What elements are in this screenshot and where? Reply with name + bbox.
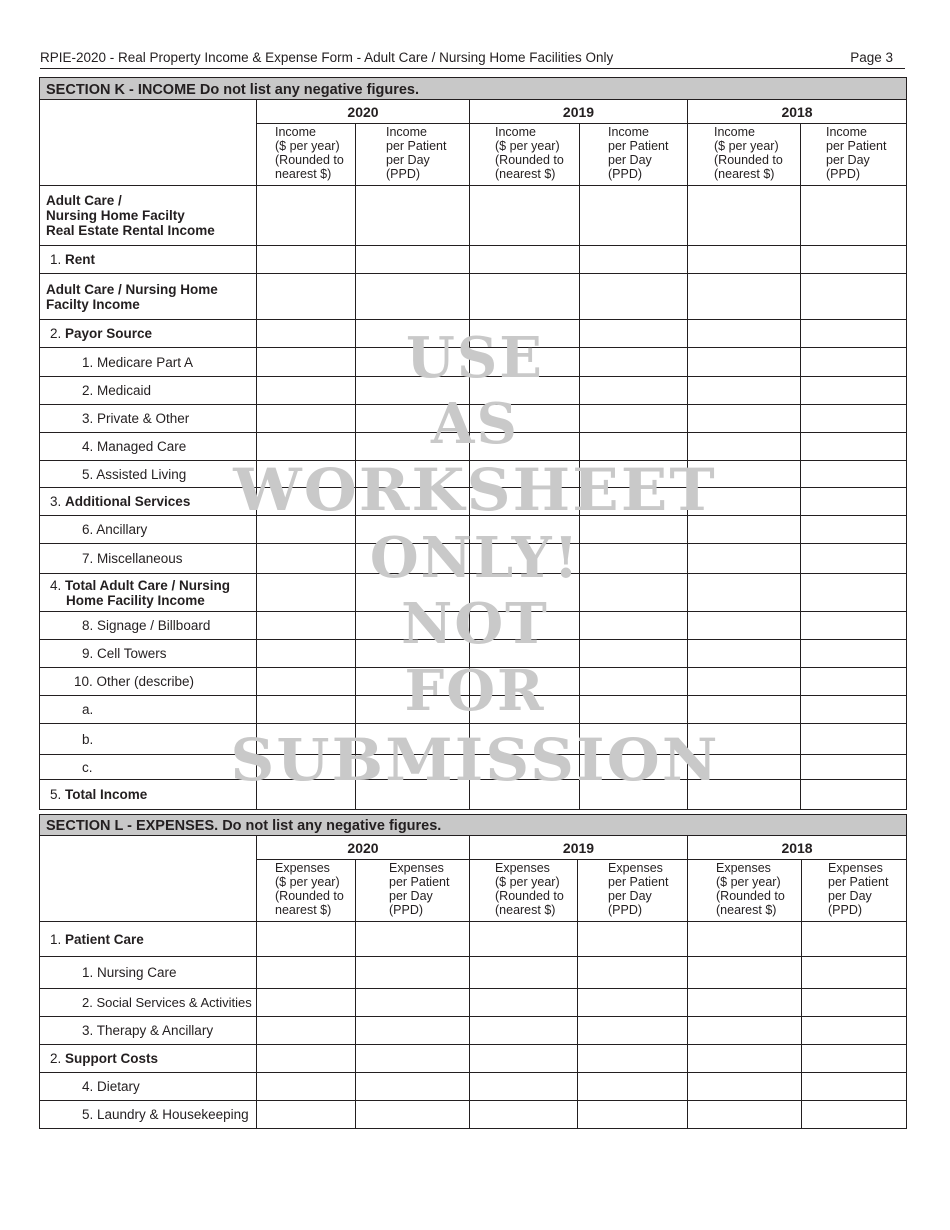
amount-input-cell[interactable] xyxy=(257,1101,356,1129)
amount-input-cell[interactable] xyxy=(580,516,688,544)
income-rows xyxy=(40,186,907,810)
amount-input-cell[interactable] xyxy=(688,516,801,544)
row-label-dietary: 4. Dietary xyxy=(40,1073,257,1101)
amount-input-cell[interactable] xyxy=(356,957,470,989)
amount-input-cell[interactable] xyxy=(257,274,356,320)
amount-input-cell[interactable] xyxy=(580,755,688,780)
row-label-total-facility-income: 4. Total Adult Care / Nursing Home Facility Income xyxy=(40,574,257,612)
amount-input-cell[interactable] xyxy=(801,516,907,544)
amount-input-cell[interactable] xyxy=(801,696,907,724)
table-row xyxy=(40,989,907,1017)
row-label-payor-source: 2. Payor Source xyxy=(40,320,257,348)
row-label-private-other: 3. Private & Other xyxy=(40,405,257,433)
row-label-nursing-care: 1. Nursing Care xyxy=(40,957,257,989)
table-row xyxy=(40,516,907,544)
page-number: Page 3 xyxy=(850,50,893,65)
amount-input-cell[interactable] xyxy=(801,433,907,461)
amount-input-cell[interactable] xyxy=(470,612,580,640)
amount-input-cell[interactable] xyxy=(257,1017,356,1045)
income-table xyxy=(39,77,907,810)
form-title: RPIE-2020 - Real Property Income & Expense Form - Adult Care / Nursing Home Facilities Only xyxy=(40,50,614,65)
table-row xyxy=(40,1017,907,1045)
expenses-col-header: Expenses per Patient per Day (PPD) xyxy=(356,860,470,922)
amount-input-cell[interactable] xyxy=(802,1017,907,1045)
amount-input-cell[interactable] xyxy=(688,780,801,810)
income-col-header: Income ($ per year) (Rounded to (nearest $) xyxy=(688,124,801,186)
amount-input-cell[interactable] xyxy=(801,640,907,668)
amount-input-cell[interactable] xyxy=(580,405,688,433)
amount-input-cell[interactable] xyxy=(356,1045,470,1073)
amount-input-cell[interactable] xyxy=(688,1101,802,1129)
table-row xyxy=(40,640,907,668)
amount-input-cell[interactable] xyxy=(470,957,578,989)
watermark-line: NOT xyxy=(401,591,549,657)
table-row xyxy=(40,1073,907,1101)
income-col-header: Income ($ per year) (Rounded to nearest $) xyxy=(257,124,356,186)
amount-input-cell[interactable] xyxy=(801,574,907,612)
amount-input-cell[interactable] xyxy=(580,377,688,405)
expenses-header-blank xyxy=(40,836,257,922)
amount-input-cell[interactable] xyxy=(356,433,470,461)
watermark-line: ONLY! xyxy=(369,525,581,591)
amount-input-cell[interactable] xyxy=(257,461,356,488)
amount-input-cell[interactable] xyxy=(688,246,801,274)
amount-input-cell[interactable] xyxy=(580,574,688,612)
amount-input-cell[interactable] xyxy=(257,922,356,957)
amount-input-cell[interactable] xyxy=(801,544,907,574)
amount-input-cell[interactable] xyxy=(257,433,356,461)
amount-input-cell[interactable] xyxy=(688,433,801,461)
amount-input-cell[interactable] xyxy=(356,246,470,274)
amount-input-cell[interactable] xyxy=(688,377,801,405)
amount-input-cell[interactable] xyxy=(688,696,801,724)
table-row xyxy=(40,348,907,377)
amount-input-cell[interactable] xyxy=(257,1045,356,1073)
amount-input-cell[interactable] xyxy=(470,488,580,516)
amount-input-cell[interactable] xyxy=(470,1101,578,1129)
amount-input-cell[interactable] xyxy=(356,780,470,810)
amount-input-cell[interactable] xyxy=(688,186,801,246)
row-label-assisted-living: 5. Assisted Living xyxy=(40,461,257,488)
table-row xyxy=(40,405,907,433)
rental-income-heading: Adult Care / Nursing Home Facilty Real Estate Rental Income xyxy=(40,186,257,246)
table-row xyxy=(40,696,907,724)
amount-input-cell[interactable] xyxy=(802,922,907,957)
amount-input-cell[interactable] xyxy=(801,488,907,516)
expenses-year-2020: 2020 xyxy=(257,836,470,860)
expenses-col-header: Expenses ($ per year) (Rounded to (nearest $) xyxy=(470,860,578,922)
table-row xyxy=(40,922,907,957)
amount-input-cell[interactable] xyxy=(356,377,470,405)
amount-input-cell[interactable] xyxy=(356,516,470,544)
row-label-managed-care: 4. Managed Care xyxy=(40,433,257,461)
amount-input-cell[interactable] xyxy=(356,488,470,516)
row-label-other-a: a. xyxy=(40,696,257,724)
amount-input-cell[interactable] xyxy=(257,957,356,989)
amount-input-cell[interactable] xyxy=(801,246,907,274)
amount-input-cell[interactable] xyxy=(688,348,801,377)
amount-input-cell[interactable] xyxy=(801,405,907,433)
amount-input-cell[interactable] xyxy=(257,246,356,274)
expenses-section-title: SECTION L - EXPENSES. Do not list any negative figures. xyxy=(40,815,907,836)
row-label-therapy-ancillary: 3. Therapy & Ancillary xyxy=(40,1017,257,1045)
expenses-rows xyxy=(40,922,907,1129)
watermark-line: USE xyxy=(406,325,544,391)
amount-input-cell[interactable] xyxy=(802,1045,907,1073)
amount-input-cell[interactable] xyxy=(801,668,907,696)
amount-input-cell[interactable] xyxy=(470,186,580,246)
table-row xyxy=(40,755,907,780)
amount-input-cell[interactable] xyxy=(356,574,470,612)
amount-input-cell[interactable] xyxy=(801,612,907,640)
amount-input-cell[interactable] xyxy=(580,348,688,377)
table-row xyxy=(40,461,907,488)
amount-input-cell[interactable] xyxy=(356,696,470,724)
amount-input-cell[interactable] xyxy=(356,405,470,433)
amount-input-cell[interactable] xyxy=(802,989,907,1017)
row-label-social-services: 2. Social Services & Activities xyxy=(40,989,257,1017)
amount-input-cell[interactable] xyxy=(688,574,801,612)
row-label-other-c: c. xyxy=(40,755,257,780)
table-row xyxy=(40,668,907,696)
amount-input-cell[interactable] xyxy=(580,668,688,696)
row-label-ancillary: 6. Ancillary xyxy=(40,516,257,544)
amount-input-cell[interactable] xyxy=(470,724,580,755)
amount-input-cell[interactable] xyxy=(257,780,356,810)
row-label-support-costs: 2. Support Costs xyxy=(40,1045,257,1073)
amount-input-cell[interactable] xyxy=(356,640,470,668)
amount-input-cell[interactable] xyxy=(470,544,580,574)
amount-input-cell[interactable] xyxy=(356,1073,470,1101)
table-row xyxy=(40,377,907,405)
amount-input-cell[interactable] xyxy=(688,724,801,755)
table-row xyxy=(40,186,907,246)
amount-input-cell[interactable] xyxy=(578,957,688,989)
amount-input-cell[interactable] xyxy=(470,1073,578,1101)
amount-input-cell[interactable] xyxy=(688,488,801,516)
amount-input-cell[interactable] xyxy=(580,246,688,274)
amount-input-cell[interactable] xyxy=(688,640,801,668)
expenses-year-2019: 2019 xyxy=(470,836,688,860)
amount-input-cell[interactable] xyxy=(580,612,688,640)
income-year-2020: 2020 xyxy=(257,100,470,124)
amount-input-cell[interactable] xyxy=(356,1017,470,1045)
amount-input-cell[interactable] xyxy=(356,755,470,780)
amount-input-cell[interactable] xyxy=(356,612,470,640)
amount-input-cell[interactable] xyxy=(356,186,470,246)
amount-input-cell[interactable] xyxy=(470,989,578,1017)
amount-input-cell[interactable] xyxy=(688,957,802,989)
amount-input-cell[interactable] xyxy=(580,461,688,488)
amount-input-cell[interactable] xyxy=(470,696,580,724)
amount-input-cell[interactable] xyxy=(801,724,907,755)
amount-input-cell[interactable] xyxy=(470,433,580,461)
amount-input-cell[interactable] xyxy=(257,1073,356,1101)
amount-input-cell[interactable] xyxy=(580,186,688,246)
amount-input-cell[interactable] xyxy=(470,574,580,612)
table-row xyxy=(40,780,907,810)
page-header xyxy=(40,50,905,69)
expenses-table xyxy=(39,814,907,1129)
expenses-col-header: Expenses ($ per year) (Rounded to (nearest $) xyxy=(688,860,802,922)
table-row xyxy=(40,1101,907,1129)
table-row xyxy=(40,274,907,320)
table-row xyxy=(40,1045,907,1073)
amount-input-cell[interactable] xyxy=(470,922,578,957)
row-label-other-describe: 10. Other (describe) xyxy=(40,668,257,696)
table-row xyxy=(40,488,907,516)
amount-input-cell[interactable] xyxy=(688,1017,802,1045)
amount-input-cell[interactable] xyxy=(801,461,907,488)
row-label-laundry-housekeeping: 5. Laundry & Housekeeping xyxy=(40,1101,257,1129)
amount-input-cell[interactable] xyxy=(688,668,801,696)
amount-input-cell[interactable] xyxy=(257,724,356,755)
amount-input-cell[interactable] xyxy=(356,724,470,755)
amount-input-cell[interactable] xyxy=(578,1073,688,1101)
amount-input-cell[interactable] xyxy=(257,640,356,668)
amount-input-cell[interactable] xyxy=(801,377,907,405)
table-row xyxy=(40,246,907,274)
row-label-medicare: 1. Medicare Part A xyxy=(40,348,257,377)
income-col-header: Income per Patient per Day (PPD) xyxy=(356,124,470,186)
amount-input-cell[interactable] xyxy=(470,516,580,544)
amount-input-cell[interactable] xyxy=(257,516,356,544)
amount-input-cell[interactable] xyxy=(580,488,688,516)
amount-input-cell[interactable] xyxy=(470,780,580,810)
row-label-signage: 8. Signage / Billboard xyxy=(40,612,257,640)
amount-input-cell[interactable] xyxy=(470,461,580,488)
amount-input-cell[interactable] xyxy=(257,377,356,405)
amount-input-cell[interactable] xyxy=(257,755,356,780)
amount-input-cell[interactable] xyxy=(578,922,688,957)
amount-input-cell[interactable] xyxy=(356,668,470,696)
amount-input-cell[interactable] xyxy=(802,1073,907,1101)
facility-income-heading: Adult Care / Nursing Home Facilty Income xyxy=(40,274,257,320)
amount-input-cell[interactable] xyxy=(580,696,688,724)
row-label-patient-care: 1. Patient Care xyxy=(40,922,257,957)
row-label-total-income: 5. Total Income xyxy=(40,780,257,810)
amount-input-cell[interactable] xyxy=(356,320,470,348)
income-year-2019: 2019 xyxy=(470,100,688,124)
amount-input-cell[interactable] xyxy=(470,377,580,405)
amount-input-cell[interactable] xyxy=(688,989,802,1017)
amount-input-cell[interactable] xyxy=(257,574,356,612)
amount-input-cell[interactable] xyxy=(257,989,356,1017)
amount-input-cell[interactable] xyxy=(257,612,356,640)
watermark-line: FOR xyxy=(404,658,546,724)
amount-input-cell[interactable] xyxy=(470,274,580,320)
amount-input-cell[interactable] xyxy=(356,461,470,488)
amount-input-cell[interactable] xyxy=(801,274,907,320)
income-col-header: Income per Patient per Day (PPD) xyxy=(801,124,907,186)
amount-input-cell[interactable] xyxy=(801,186,907,246)
amount-input-cell[interactable] xyxy=(801,780,907,810)
row-label-rent: 1. Rent xyxy=(40,246,257,274)
amount-input-cell[interactable] xyxy=(356,348,470,377)
table-row xyxy=(40,574,907,612)
table-row xyxy=(40,724,907,755)
expenses-col-header: Expenses ($ per year) (Rounded to nearest $) xyxy=(257,860,356,922)
amount-input-cell[interactable] xyxy=(688,1045,802,1073)
amount-input-cell[interactable] xyxy=(356,922,470,957)
amount-input-cell[interactable] xyxy=(356,544,470,574)
income-col-header: Income per Patient per Day (PPD) xyxy=(580,124,688,186)
row-label-other-b: b. xyxy=(40,724,257,755)
amount-input-cell[interactable] xyxy=(580,640,688,668)
amount-input-cell[interactable] xyxy=(257,696,356,724)
watermark-line: SUBMISSION xyxy=(230,726,720,794)
amount-input-cell[interactable] xyxy=(470,348,580,377)
expenses-col-header: Expenses per Patient per Day (PPD) xyxy=(802,860,907,922)
amount-input-cell[interactable] xyxy=(257,488,356,516)
amount-input-cell[interactable] xyxy=(257,186,356,246)
amount-input-cell[interactable] xyxy=(688,405,801,433)
amount-input-cell[interactable] xyxy=(580,274,688,320)
amount-input-cell[interactable] xyxy=(257,405,356,433)
amount-input-cell[interactable] xyxy=(257,544,356,574)
amount-input-cell[interactable] xyxy=(470,668,580,696)
amount-input-cell[interactable] xyxy=(688,320,801,348)
row-label-cell-towers: 9. Cell Towers xyxy=(40,640,257,668)
amount-input-cell[interactable] xyxy=(580,433,688,461)
amount-input-cell[interactable] xyxy=(257,348,356,377)
amount-input-cell[interactable] xyxy=(801,320,907,348)
amount-input-cell[interactable] xyxy=(257,668,356,696)
amount-input-cell[interactable] xyxy=(580,780,688,810)
expenses-col-header: Expenses per Patient per Day (PPD) xyxy=(578,860,688,922)
table-row xyxy=(40,320,907,348)
amount-input-cell[interactable] xyxy=(802,1101,907,1129)
amount-input-cell[interactable] xyxy=(470,320,580,348)
amount-input-cell[interactable] xyxy=(470,640,580,668)
amount-input-cell[interactable] xyxy=(688,612,801,640)
amount-input-cell[interactable] xyxy=(578,1045,688,1073)
amount-input-cell[interactable] xyxy=(580,724,688,755)
amount-input-cell[interactable] xyxy=(578,1101,688,1129)
amount-input-cell[interactable] xyxy=(580,320,688,348)
amount-input-cell[interactable] xyxy=(688,755,801,780)
amount-input-cell[interactable] xyxy=(688,544,801,574)
amount-input-cell[interactable] xyxy=(257,320,356,348)
expenses-year-2018: 2018 xyxy=(688,836,907,860)
watermark-line: WORKSHEET xyxy=(233,456,717,524)
amount-input-cell[interactable] xyxy=(356,274,470,320)
amount-input-cell[interactable] xyxy=(470,405,580,433)
income-year-2018: 2018 xyxy=(688,100,907,124)
table-row xyxy=(40,612,907,640)
row-label-additional-services: 3. Additional Services xyxy=(40,488,257,516)
amount-input-cell[interactable] xyxy=(470,755,580,780)
amount-input-cell[interactable] xyxy=(580,544,688,574)
amount-input-cell[interactable] xyxy=(688,461,801,488)
amount-input-cell[interactable] xyxy=(802,957,907,989)
amount-input-cell[interactable] xyxy=(688,1073,802,1101)
table-row xyxy=(40,544,907,574)
table-row xyxy=(40,957,907,989)
row-label-medicaid: 2. Medicaid xyxy=(40,377,257,405)
amount-input-cell[interactable] xyxy=(470,1017,578,1045)
amount-input-cell[interactable] xyxy=(688,922,802,957)
amount-input-cell[interactable] xyxy=(356,989,470,1017)
amount-input-cell[interactable] xyxy=(578,1017,688,1045)
income-header-blank xyxy=(40,100,257,186)
amount-input-cell[interactable] xyxy=(578,989,688,1017)
table-row xyxy=(40,433,907,461)
amount-input-cell[interactable] xyxy=(801,348,907,377)
income-section-title: SECTION K - INCOME Do not list any negative figures. xyxy=(40,78,907,100)
amount-input-cell[interactable] xyxy=(688,274,801,320)
amount-input-cell[interactable] xyxy=(356,1101,470,1129)
income-col-header: Income ($ per year) (Rounded to (nearest $) xyxy=(470,124,580,186)
amount-input-cell[interactable] xyxy=(801,755,907,780)
amount-input-cell[interactable] xyxy=(470,246,580,274)
row-label-miscellaneous: 7. Miscellaneous xyxy=(40,544,257,574)
amount-input-cell[interactable] xyxy=(470,1045,578,1073)
watermark-line: AS xyxy=(431,391,519,457)
